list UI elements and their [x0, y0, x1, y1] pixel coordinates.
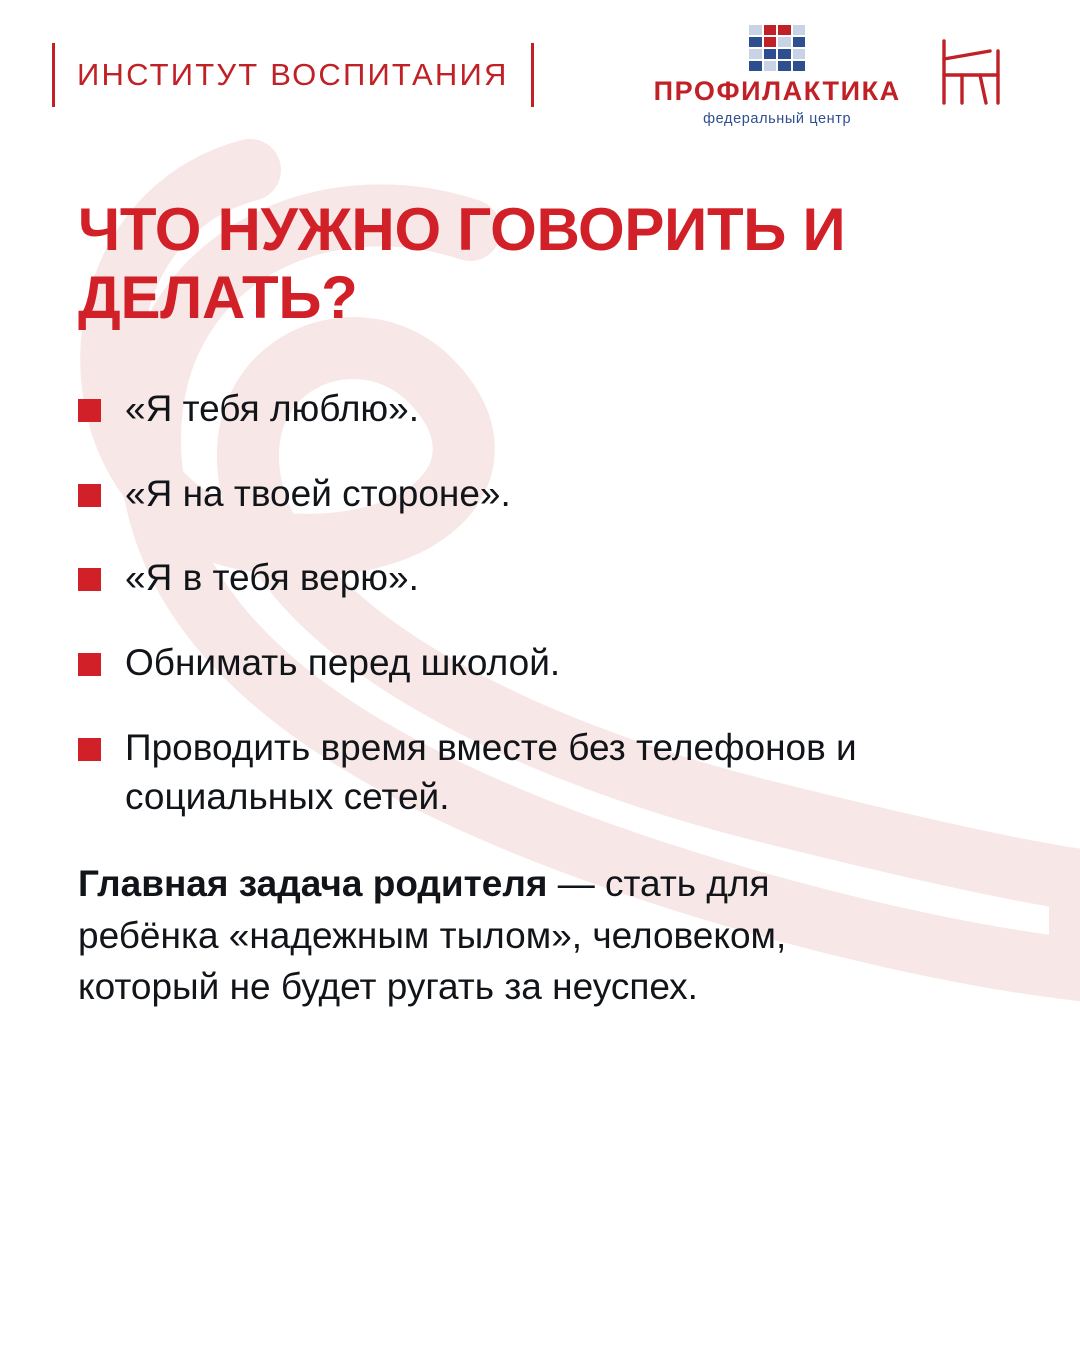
square-bullet-icon — [78, 653, 101, 676]
square-bullet-icon — [78, 399, 101, 422]
content-area — [0, 150, 1080, 1013]
advice-list — [78, 385, 1008, 822]
square-bullet-icon — [78, 484, 101, 507]
list-item-label: «Я тебя люблю». — [125, 387, 420, 429]
list-item — [78, 639, 1008, 688]
list-item-label: Обнимать перед школой. — [125, 642, 561, 684]
chair-logo-icon — [924, 29, 1016, 121]
list-item — [78, 385, 1008, 434]
page-header — [0, 0, 1080, 150]
brand-institute-label: ИНСТИТУТ ВОСПИТАНИЯ — [77, 57, 509, 92]
square-bullet-icon — [78, 568, 101, 591]
brand-profilaktika-title: ПРОФИЛАКТИКА — [653, 76, 901, 106]
list-item-label: «Я на твоей стороне». — [125, 472, 511, 514]
grid-squares-icon — [749, 25, 805, 71]
square-bullet-icon — [78, 738, 101, 761]
list-item — [78, 724, 1008, 822]
brand-profilaktika — [654, 25, 901, 127]
list-item-label: Проводить время вместе без телефонов и социальных сетей. — [125, 727, 857, 817]
page-title: ЧТО НУЖНО ГОВОРИТЬ И ДЕЛАТЬ? — [78, 196, 846, 332]
brand-institute — [52, 38, 534, 112]
list-item — [78, 554, 1008, 603]
brand-divider-right — [531, 43, 534, 107]
summary-text: — стать для ребёнка «надежным тылом», человеком, который не будет ругать за неуспех. — [78, 862, 787, 1008]
list-item — [78, 470, 1008, 519]
summary-paragraph — [78, 858, 918, 1013]
summary-highlight: Главная задача родителя — [78, 862, 548, 904]
brand-profilaktika-subtitle: федеральный центр — [703, 111, 852, 127]
list-item-label: «Я в тебя верю». — [125, 557, 419, 599]
